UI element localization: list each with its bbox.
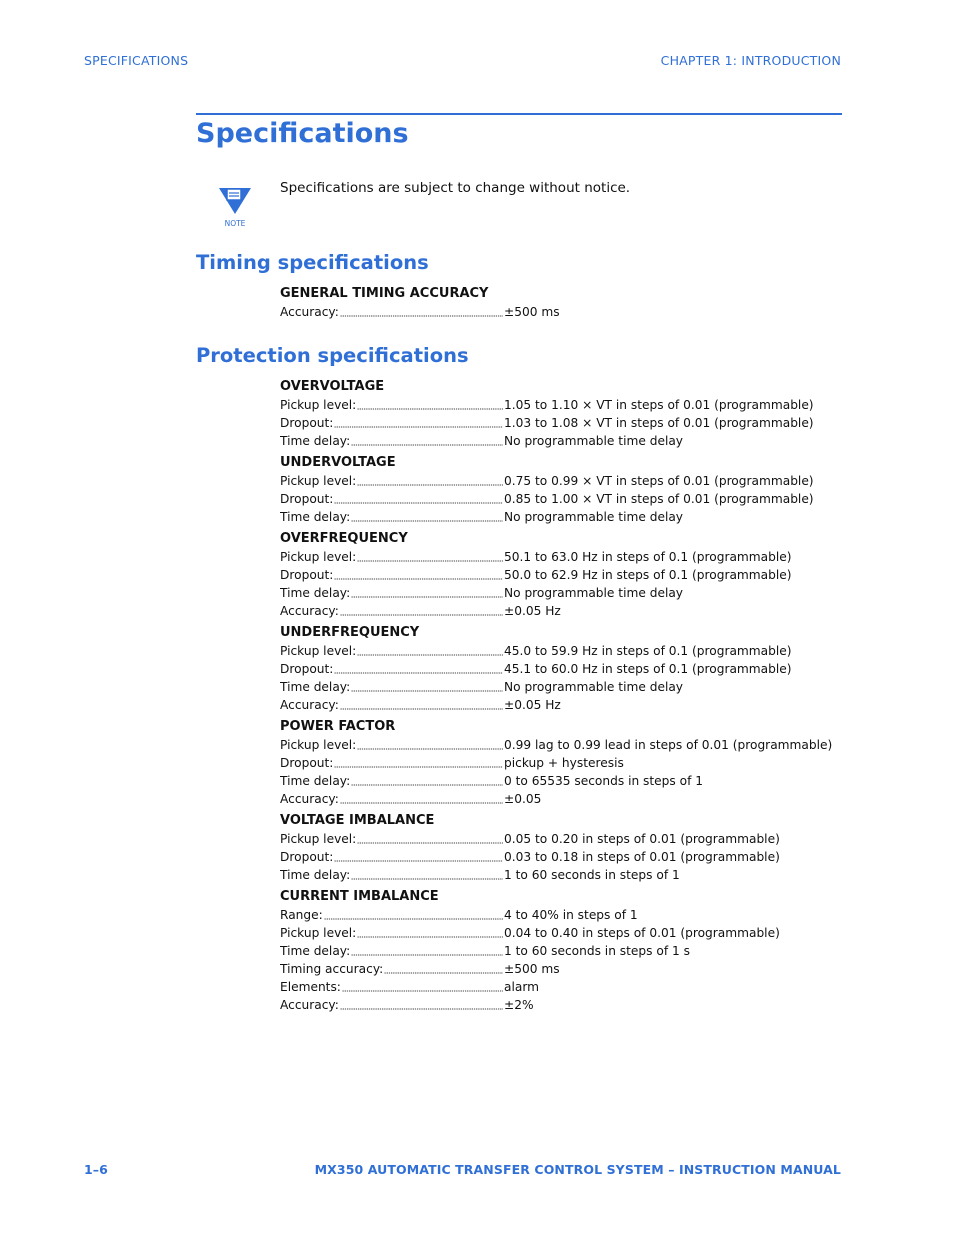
spec-value: 0.99 lag to 0.99 lead in steps of 0.01 (programmable) <box>504 738 833 752</box>
running-header-section: SPECIFICATIONS <box>84 53 189 68</box>
spec-value: 50.0 to 62.9 Hz in steps of 0.1 (programmable) <box>504 568 792 582</box>
spec-label: Dropout: <box>280 850 334 864</box>
spec-label-cell <box>280 548 504 566</box>
spec-value: No programmable time delay <box>504 510 684 524</box>
spec-label: Range: <box>280 908 323 922</box>
spec-label: Timing accuracy: <box>280 962 384 976</box>
spec-value: alarm <box>504 980 539 994</box>
spec-row <box>280 548 840 566</box>
dot-leader <box>357 830 503 844</box>
spec-value: ±500 ms <box>504 962 560 976</box>
spec-label-cell <box>280 602 504 620</box>
spec-row <box>280 642 840 660</box>
dot-leader <box>351 772 503 786</box>
protection-spec-list <box>280 378 840 1014</box>
spec-label: Time delay: <box>280 434 351 448</box>
dot-leader <box>357 396 503 410</box>
spec-value: 50.1 to 63.0 Hz in steps of 0.1 (programmable) <box>504 550 792 564</box>
spec-label: Time delay: <box>280 680 351 694</box>
spec-value: 45.1 to 60.0 Hz in steps of 0.1 (programmable) <box>504 662 792 676</box>
spec-label: Pickup level: <box>280 550 357 564</box>
spec-row <box>280 508 840 526</box>
spec-label-cell <box>280 303 504 321</box>
spec-value: No programmable time delay <box>504 680 684 694</box>
spec-value: ±0.05 <box>504 792 542 806</box>
spec-label: Dropout: <box>280 416 334 430</box>
dot-leader <box>351 584 503 598</box>
spec-label: Pickup level: <box>280 832 357 846</box>
spec-label-cell <box>280 848 504 866</box>
spec-label: Elements: <box>280 980 341 994</box>
spec-value: 1.05 to 1.10 × VT in steps of 0.01 (programmable) <box>504 398 814 412</box>
spec-row <box>280 472 840 490</box>
spec-group-title: CURRENT IMBALANCE <box>280 889 439 904</box>
spec-label: Time delay: <box>280 586 351 600</box>
dot-leader <box>324 906 503 920</box>
spec-group-title: UNDERFREQUENCY <box>280 625 420 640</box>
spec-row <box>280 602 840 620</box>
spec-value: 1 to 60 seconds in steps of 1 <box>504 868 680 882</box>
dot-leader <box>340 602 503 616</box>
spec-label-cell <box>280 396 504 414</box>
spec-row <box>280 696 840 714</box>
spec-row <box>280 960 840 978</box>
spec-row <box>280 736 840 754</box>
spec-group-title: VOLTAGE IMBALANCE <box>280 813 435 828</box>
spec-row <box>280 396 840 414</box>
spec-row <box>280 566 840 584</box>
spec-row <box>280 772 840 790</box>
spec-label-cell <box>280 960 504 978</box>
page-title: Specifications <box>196 118 409 149</box>
dot-leader <box>357 472 503 486</box>
page-number: 1–6 <box>84 1162 108 1177</box>
dot-leader <box>357 548 503 562</box>
dot-leader <box>357 736 503 750</box>
spec-row <box>280 942 840 960</box>
spec-label: Dropout: <box>280 568 334 582</box>
spec-label-cell <box>280 642 504 660</box>
dot-leader <box>357 924 503 938</box>
spec-group-title: OVERFREQUENCY <box>280 531 408 546</box>
dot-leader <box>351 866 503 880</box>
spec-label: Pickup level: <box>280 926 357 940</box>
spec-label-cell <box>280 978 504 996</box>
spec-label: Dropout: <box>280 756 334 770</box>
protection-heading: Protection specifications <box>196 344 469 367</box>
dot-leader <box>340 696 503 710</box>
spec-label-cell <box>280 508 504 526</box>
spec-value: 0.03 to 0.18 in steps of 0.01 (programmable) <box>504 850 780 864</box>
spec-row <box>280 996 840 1014</box>
spec-row <box>280 866 840 884</box>
spec-label-cell <box>280 490 504 508</box>
spec-value: 0.04 to 0.40 in steps of 0.01 (programmable) <box>504 926 780 940</box>
spec-row <box>280 754 840 772</box>
spec-label: Pickup level: <box>280 474 357 488</box>
dot-leader <box>334 660 503 674</box>
spec-value: ±2% <box>504 998 534 1012</box>
spec-label-cell <box>280 906 504 924</box>
dot-leader <box>340 790 503 804</box>
spec-group-title: UNDERVOLTAGE <box>280 455 396 470</box>
spec-row <box>280 303 840 321</box>
spec-group-title: POWER FACTOR <box>280 719 396 734</box>
spec-label-cell <box>280 830 504 848</box>
spec-label-cell <box>280 996 504 1014</box>
note-icon-label: NOTE <box>224 219 246 228</box>
dot-leader <box>357 642 503 656</box>
dot-leader <box>351 678 503 692</box>
spec-label-cell <box>280 736 504 754</box>
spec-value: 4 to 40% in steps of 1 <box>504 908 638 922</box>
spec-label-cell <box>280 584 504 602</box>
spec-label-cell <box>280 678 504 696</box>
dot-leader <box>351 942 503 956</box>
spec-label-cell <box>280 432 504 450</box>
spec-value: 0.85 to 1.00 × VT in steps of 0.01 (programmable) <box>504 492 814 506</box>
spec-row <box>280 830 840 848</box>
dot-leader <box>351 432 503 446</box>
title-rule <box>196 113 842 115</box>
spec-label: Time delay: <box>280 510 351 524</box>
manual-title: MX350 AUTOMATIC TRANSFER CONTROL SYSTEM – INSTRUCTION MANUAL <box>314 1162 841 1177</box>
spec-label: Time delay: <box>280 868 351 882</box>
spec-group-title: GENERAL TIMING ACCURACY <box>280 286 489 301</box>
spec-value: ±500 ms <box>504 305 560 319</box>
spec-label-cell <box>280 866 504 884</box>
note-icon <box>216 186 254 228</box>
spec-value: 1 to 60 seconds in steps of 1 s <box>504 944 690 958</box>
spec-row <box>280 978 840 996</box>
dot-leader <box>340 996 503 1010</box>
spec-label: Accuracy: <box>280 998 339 1012</box>
spec-label-cell <box>280 566 504 584</box>
spec-label: Accuracy: <box>280 305 339 319</box>
dot-leader <box>334 414 503 428</box>
spec-row <box>280 414 840 432</box>
dot-leader <box>340 303 503 317</box>
dot-leader <box>384 960 503 974</box>
note-text: Specifications are subject to change without notice. <box>280 180 631 196</box>
spec-label-cell <box>280 414 504 432</box>
spec-label-cell <box>280 472 504 490</box>
spec-label-cell <box>280 942 504 960</box>
spec-label-cell <box>280 660 504 678</box>
spec-row <box>280 924 840 942</box>
spec-row <box>280 490 840 508</box>
spec-label-cell <box>280 754 504 772</box>
spec-value: 0.75 to 0.99 × VT in steps of 0.01 (programmable) <box>504 474 814 488</box>
dot-leader <box>334 566 503 580</box>
dot-leader <box>334 848 503 862</box>
spec-row <box>280 790 840 808</box>
spec-label-cell <box>280 790 504 808</box>
spec-value: ±0.05 Hz <box>504 698 561 712</box>
spec-group-title: OVERVOLTAGE <box>280 379 385 394</box>
spec-label: Dropout: <box>280 492 334 506</box>
spec-label-cell <box>280 696 504 714</box>
timing-spec-list <box>280 285 840 321</box>
dot-leader <box>334 754 503 768</box>
spec-row <box>280 678 840 696</box>
dot-leader <box>334 490 503 504</box>
spec-label: Accuracy: <box>280 698 339 712</box>
spec-label: Dropout: <box>280 662 334 676</box>
spec-row <box>280 584 840 602</box>
dot-leader <box>351 508 503 522</box>
spec-label: Time delay: <box>280 944 351 958</box>
timing-heading: Timing specifications <box>196 251 429 274</box>
spec-value: 45.0 to 59.9 Hz in steps of 0.1 (programmable) <box>504 644 792 658</box>
spec-row <box>280 848 840 866</box>
spec-label: Pickup level: <box>280 398 357 412</box>
spec-label-cell <box>280 772 504 790</box>
spec-label-cell <box>280 924 504 942</box>
spec-value: No programmable time delay <box>504 434 684 448</box>
spec-row <box>280 660 840 678</box>
spec-row <box>280 432 840 450</box>
spec-value: 1.03 to 1.08 × VT in steps of 0.01 (programmable) <box>504 416 814 430</box>
spec-label: Time delay: <box>280 774 351 788</box>
spec-row <box>280 906 840 924</box>
spec-label: Accuracy: <box>280 792 339 806</box>
dot-leader <box>342 978 503 992</box>
spec-value: No programmable time delay <box>504 586 684 600</box>
running-header-chapter: CHAPTER 1: INTRODUCTION <box>660 53 841 68</box>
spec-label: Accuracy: <box>280 604 339 618</box>
spec-value: pickup + hysteresis <box>504 756 624 770</box>
spec-value: 0.05 to 0.20 in steps of 0.01 (programmable) <box>504 832 780 846</box>
spec-label: Pickup level: <box>280 644 357 658</box>
spec-value: 0 to 65535 seconds in steps of 1 <box>504 774 704 788</box>
spec-value: ±0.05 Hz <box>504 604 561 618</box>
spec-label: Pickup level: <box>280 738 357 752</box>
